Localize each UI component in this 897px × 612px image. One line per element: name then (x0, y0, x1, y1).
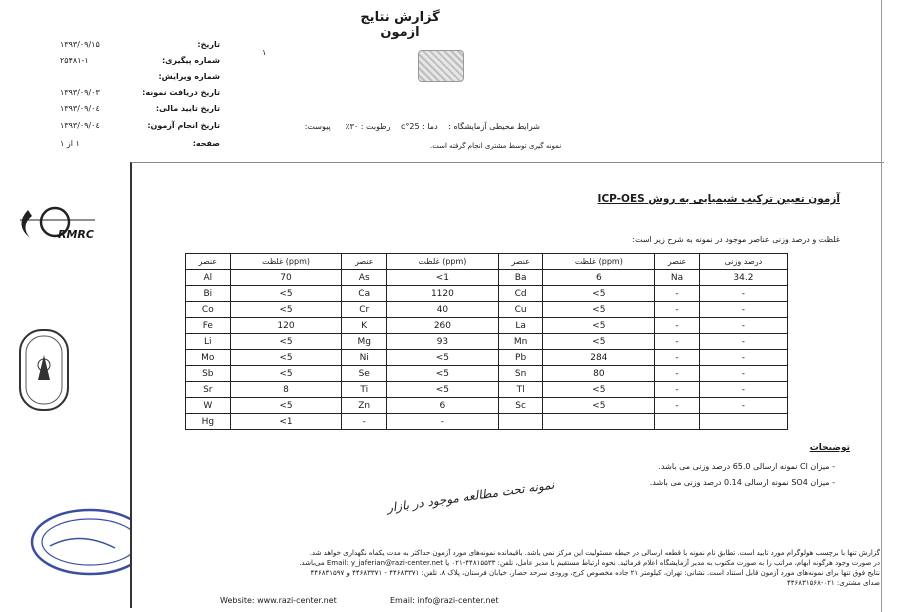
value-cell: <5 (230, 302, 342, 318)
value-cell: <5 (387, 366, 499, 382)
element-cell: Sb (186, 366, 231, 382)
value-cell: - (699, 366, 787, 382)
element-cell: K (342, 318, 387, 334)
element-cell: - (655, 366, 700, 382)
logo-text: RMRC (58, 228, 94, 241)
footer-line: گزارش تنها با برچسب هولوگرام مورد تایید است. تطابق نام نمونه با قطعه ارسالی در حیطه مسئولیت این مرکز نمی باشد. باقیمانده نمونه‌های مورد آزمون حداکثر به مدت یکماه نگهداری خواهد شد. (309, 549, 880, 557)
element-cell: Li (186, 334, 231, 350)
field-financial-approval: تاریخ تایید مالی: ۱۳۹۳/۰۹/۰٤ (60, 104, 220, 113)
element-cell: - (655, 350, 700, 366)
value-cell: 40 (387, 302, 499, 318)
value-cell: 6 (543, 270, 655, 286)
note-item: - میزان SO4 نمونه ارسالی 0.14 درصد وزنی می باشد. (649, 478, 835, 487)
value-cell: - (699, 398, 787, 414)
value-cell: 70 (230, 270, 342, 286)
value-cell: <5 (543, 286, 655, 302)
field-tracking-number: شماره پیگیری: ۲۵۴۸۱-۱ (60, 56, 220, 65)
element-cell: Tl (498, 382, 543, 398)
value-cell: <5 (543, 318, 655, 334)
table-row (186, 398, 788, 414)
value-cell (543, 414, 655, 430)
element-cell: Mo (186, 350, 231, 366)
col-header: غلظت (ppm) (387, 254, 499, 270)
element-cell: Ti (342, 382, 387, 398)
table-row (186, 334, 788, 350)
col-header: عنصر (498, 254, 543, 270)
handwritten-note: نمونه تحت مطالعه موجود در بازار (386, 477, 556, 515)
element-cell: Cd (498, 286, 543, 302)
value-cell: <5 (387, 382, 499, 398)
footer-email: Email: info@razi-center.net (390, 596, 499, 605)
value-cell: <1 (387, 270, 499, 286)
element-cell: Ca (342, 286, 387, 302)
value-cell: - (699, 318, 787, 334)
element-cell: As (342, 270, 387, 286)
element-cell: - (655, 286, 700, 302)
field-date: تاریخ: ۱۳۹۳/۰۹/۱۵ (60, 40, 220, 49)
col-header: غلظت (ppm) (230, 254, 342, 270)
table-row (186, 318, 788, 334)
table-row (186, 350, 788, 366)
value-cell (699, 414, 787, 430)
notes-title: توضیحات (809, 443, 850, 453)
element-cell: Sc (498, 398, 543, 414)
value-cell: 284 (543, 350, 655, 366)
lab-stamp-icon (32, 510, 130, 574)
element-cell: - (655, 398, 700, 414)
value-cell: - (699, 302, 787, 318)
footer-website: Website: www.razi-center.net (220, 596, 337, 605)
element-cell: - (655, 318, 700, 334)
field-received-date: تاریخ دریافت نمونه: ۱۳۹۳/۰۹/۰۳ (60, 88, 220, 97)
report-title: گزارش نتایج ازمون (360, 10, 440, 40)
table-row (186, 270, 788, 286)
page-edge (881, 0, 882, 612)
element-cell: Cr (342, 302, 387, 318)
table-row (186, 302, 788, 318)
element-cell: Ba (498, 270, 543, 286)
value-cell: <5 (387, 350, 499, 366)
value-cell: <5 (543, 382, 655, 398)
element-cell: - (655, 334, 700, 350)
header-fields (60, 40, 220, 155)
lab-conditions: شرایط محیطی آزمایشگاه : دما : 25°c رطوبت : ۳۰٪ پیوست: (304, 122, 540, 131)
table-body (186, 270, 788, 430)
col-header: عنصر (186, 254, 231, 270)
value-cell: 6 (387, 398, 499, 414)
element-cell (655, 414, 700, 430)
value-cell: - (699, 382, 787, 398)
value-cell: 80 (543, 366, 655, 382)
field-revision-number: شماره ویرایش: (158, 72, 220, 81)
element-cell: Mn (498, 334, 543, 350)
element-cell: Hg (186, 414, 231, 430)
element-cell: Se (342, 366, 387, 382)
element-cell: Cu (498, 302, 543, 318)
value-cell: 34.2 (699, 270, 787, 286)
test-title: آزمون تعیین ترکیب شیمیایی به روش ICP-OES (597, 193, 840, 205)
col-header: عنصر (655, 254, 700, 270)
left-strip (0, 190, 130, 580)
test-intro: غلظت و درصد وزنی عناصر موجود در نمونه به شرح زیر است: (632, 235, 840, 244)
sampling-note: نمونه گیری توسط مشتری انجام گرفته است. (430, 142, 562, 150)
col-header: عنصر (342, 254, 387, 270)
value-cell: 260 (387, 318, 499, 334)
element-cell: - (655, 302, 700, 318)
element-cell: Pb (498, 350, 543, 366)
value-cell: <5 (543, 334, 655, 350)
table-row (186, 366, 788, 382)
value-cell: <5 (230, 286, 342, 302)
element-cell: Sn (498, 366, 543, 382)
field-page: صفحه: ١ از ١ (60, 139, 220, 148)
field-test-date: تاریخ انجام آزمون: ۱۳۹۳/۰۹/۰٤ (60, 121, 220, 130)
element-cell: Co (186, 302, 231, 318)
element-cell: - (655, 382, 700, 398)
table-header-row (186, 254, 788, 270)
value-cell: <1 (230, 414, 342, 430)
element-cell: Ni (342, 350, 387, 366)
footer-line: در صورت وجود هرگونه ابهام، مراتب را به صورت مکتوب به مدیر آزمایشگاه اعلام فرمائید. نحوه ارتباط مستقیم با مدیر عامل، تلفن: ۴۴۸۱۵۵۳۳-۰۲۱ یا Email: y_jaferian@razi-center.net می‌باشد. (299, 559, 880, 567)
element-cell: Fe (186, 318, 231, 334)
note-item: - میزان Cl نمونه ارسالی 65.0 درصد وزنی می باشد. (658, 462, 835, 471)
element-cell: W (186, 398, 231, 414)
standards-seal-icon (20, 330, 68, 410)
value-cell: - (699, 334, 787, 350)
value-cell: <5 (543, 302, 655, 318)
hologram-stamp (418, 50, 464, 82)
element-cell: La (498, 318, 543, 334)
table-row (186, 382, 788, 398)
element-cell: Mg (342, 334, 387, 350)
value-cell: 120 (230, 318, 342, 334)
results-table (185, 253, 788, 430)
value-cell: <5 (230, 350, 342, 366)
value-cell: - (699, 350, 787, 366)
page-marker: ١ (262, 48, 267, 57)
element-cell: Al (186, 270, 231, 286)
element-cell (498, 414, 543, 430)
footer-text (140, 548, 880, 588)
value-cell: <5 (543, 398, 655, 414)
value-cell: 8 (230, 382, 342, 398)
value-cell: 1120 (387, 286, 499, 302)
element-cell: Zn (342, 398, 387, 414)
footer-line: صدای مشتری: ۰۲۱-۴۴۶۸۳۱۵۶۸ (787, 579, 880, 587)
element-cell: Sr (186, 382, 231, 398)
element-cell: Bi (186, 286, 231, 302)
value-cell: <5 (230, 366, 342, 382)
table-row (186, 414, 788, 430)
value-cell: - (387, 414, 499, 430)
value-cell: <5 (230, 334, 342, 350)
col-header: غلظت (ppm) (543, 254, 655, 270)
left-strip-graphics (0, 190, 130, 580)
element-cell: - (342, 414, 387, 430)
element-cell: Na (655, 270, 700, 286)
footer-line: نتایج فوق تنها برای نمونه‌های مورد آزمون قابل استناد است. نشانی: تهران، کیلومتر ۲۱ جاده مخصوص کرج، ورودی سرحد حصار، خیابان فرستان، پلاک ۸. تلفن: ۴۴۶۸۳۳۷۱ - ۴۴۶۸۳۳۷۱ و ۴۴۶۸۳۱۵۹۷ (310, 569, 880, 577)
value-cell: - (699, 286, 787, 302)
col-header: درصد وزنی (699, 254, 787, 270)
table-row (186, 286, 788, 302)
value-cell: <5 (230, 398, 342, 414)
value-cell: 93 (387, 334, 499, 350)
